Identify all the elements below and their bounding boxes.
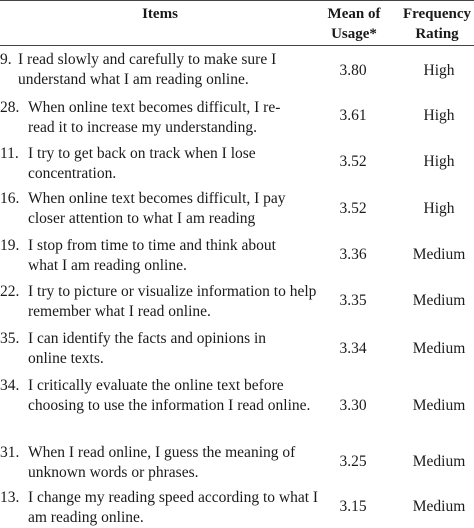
frequency-rating: Medium [412,498,466,515]
table-row [0,98,474,138]
mean-value: 3.15 [339,498,367,515]
mean-value: 3.34 [339,340,367,357]
frequency-rating: Medium [412,397,466,414]
header-frequency-line2: Rating [415,26,459,42]
header-rule [0,45,474,46]
mean-value: 3.36 [339,246,367,263]
frequency-rating: High [423,107,455,124]
item-text: I can identify the facts and opinions in online texts. [28,330,267,367]
table-row [0,236,474,276]
table-row [0,282,474,322]
item-text: I try to get back on track when I lose concentration. [28,145,256,182]
frequency-rating: Medium [412,292,466,309]
item-number: 22. [0,283,20,300]
mean-value: 3.30 [339,397,367,414]
item-number: 28. [0,99,20,116]
header-items: Items [142,6,178,22]
header-frequency-line1: Frequency [402,6,472,22]
item-text: I critically evaluate the online text before choosing to use the information I read online. [28,377,311,414]
mean-value: 3.35 [339,292,367,309]
table-row [0,488,474,528]
frequency-rating: High [423,200,455,217]
mean-value: 3.80 [339,62,367,79]
item-text: When online text becomes difficult, I pay closer attention to what I am reading [28,190,286,227]
item-text: I read slowly and carefully to make sure I understand what I am reading online. [18,51,277,88]
table-row [0,189,474,229]
item-number: 31. [0,444,20,461]
frequency-rating: Medium [412,453,466,470]
top-rule [0,0,474,1]
header-mean [318,4,390,44]
header-frequency [392,4,474,44]
frequency-rating: High [423,153,455,170]
mean-value: 3.52 [339,153,367,170]
item-number: 13. [0,489,20,506]
table-row [0,376,474,436]
item-text: When I read online, I guess the meaning of unknown words or phrases. [28,444,296,481]
item-number: 34. [0,377,20,394]
header-mean-line1: Mean of [327,6,381,22]
table-row [0,50,474,90]
table-row [0,443,474,483]
mean-value: 3.25 [339,453,367,470]
mean-value: 3.61 [339,107,367,124]
frequency-rating: Medium [412,246,466,263]
item-text: I stop from time to time and think about what I am reading online. [28,237,276,274]
item-number: 19. [0,237,20,254]
item-text: I try to picture or visualize information to help remember what I read online. [28,283,317,320]
item-number: 11. [0,145,19,162]
item-text: I change my reading speed according to what I am reading online. [28,489,319,526]
table-row [0,144,474,184]
item-number: 35. [0,330,20,347]
item-text: When online text becomes difficult, I re-read it to increase my understanding. [28,99,281,136]
mean-value: 3.52 [339,200,367,217]
frequency-rating: High [423,62,455,79]
frequency-rating: Medium [412,340,466,357]
item-number: 16. [0,190,20,207]
header-mean-line2: Usage* [331,26,377,42]
table-row [0,329,474,369]
item-number: 9. [0,51,12,68]
